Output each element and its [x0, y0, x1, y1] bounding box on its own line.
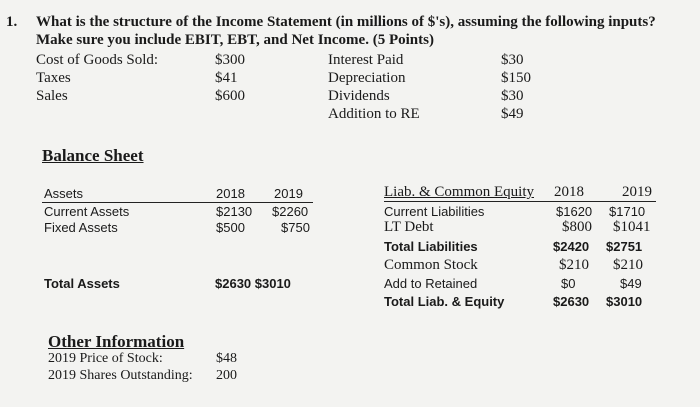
input-label: Sales: [36, 88, 68, 104]
question-line-2: Make sure you include EBIT, EBT, and Net Income. (5 Points): [36, 32, 434, 48]
assets-year-2018: 2018: [216, 186, 245, 201]
input-value: $150: [501, 70, 531, 86]
assets-row-2019: $750: [281, 220, 310, 235]
assets-row-2019: $2260: [272, 204, 309, 219]
liab-year-2018: 2018: [554, 184, 584, 200]
liab-row-label: Common Stock: [384, 257, 478, 273]
liab-row-2018: $210: [559, 257, 589, 273]
liab-row-2018: $0: [561, 276, 576, 291]
liab-row-2019: $3010: [606, 294, 643, 309]
balance-sheet-title: Balance Sheet: [42, 146, 144, 165]
liab-row-2018: $1620: [556, 204, 593, 219]
input-label: Taxes: [36, 70, 71, 86]
liab-row-2018: $2630: [553, 294, 590, 309]
question-line-1: What is the structure of the Income Statement (in millions of $'s), assuming the following inputs?: [36, 14, 656, 30]
input-label: Addition to RE: [328, 106, 420, 122]
liab-row-2019: $2751: [606, 239, 643, 254]
assets-row-2018: $500: [216, 220, 245, 235]
liab-row-2019: $210: [613, 257, 643, 273]
input-value: $41: [215, 70, 238, 86]
input-value: $600: [215, 88, 245, 104]
assets-row-label: Current Assets: [44, 204, 130, 219]
liab-header-rule: [384, 201, 656, 202]
assets-year-2019: 2019: [274, 186, 303, 201]
assets-header-rule: [42, 202, 313, 203]
other-info-label: 2019 Price of Stock:: [48, 351, 163, 366]
liab-row-label: Add to Retained: [384, 276, 478, 291]
input-value: $30: [501, 88, 524, 104]
input-label: Cost of Goods Sold:: [36, 52, 159, 68]
other-info-value: $48: [216, 351, 237, 366]
other-info-value: 200: [216, 368, 237, 383]
input-value: $49: [501, 106, 524, 122]
assets-row-label: Fixed Assets: [44, 220, 118, 235]
input-value: $300: [215, 52, 245, 68]
liabilities-header: Liab. & Common Equity: [384, 184, 534, 200]
liab-row-label: Total Liab. & Equity: [384, 294, 505, 309]
liab-year-2019: 2019: [622, 184, 652, 200]
assets-header: Assets: [44, 186, 84, 201]
liab-row-2019: $1710: [609, 204, 646, 219]
liab-row-2018: $800: [562, 219, 592, 235]
liab-row-label: Total Liabilities: [384, 239, 478, 254]
liab-row-2018: $2420: [553, 239, 590, 254]
liab-row-label: Current Liabilities: [384, 204, 485, 219]
total-assets-values: $2630 $3010: [215, 276, 291, 291]
input-label: Dividends: [328, 88, 390, 104]
question-number: 1.: [6, 14, 18, 30]
liab-row-2019: $49: [620, 276, 642, 291]
assets-row-2018: $2130: [216, 204, 253, 219]
input-value: $30: [501, 52, 524, 68]
input-label: Interest Paid: [328, 52, 404, 68]
other-info-label: 2019 Shares Outstanding:: [48, 368, 193, 383]
liab-row-2019: $1041: [613, 219, 651, 235]
other-info-title: Other Information: [48, 332, 185, 351]
input-label: Depreciation: [328, 70, 406, 86]
liab-row-label: LT Debt: [384, 219, 434, 235]
total-assets-label: Total Assets: [44, 276, 120, 291]
